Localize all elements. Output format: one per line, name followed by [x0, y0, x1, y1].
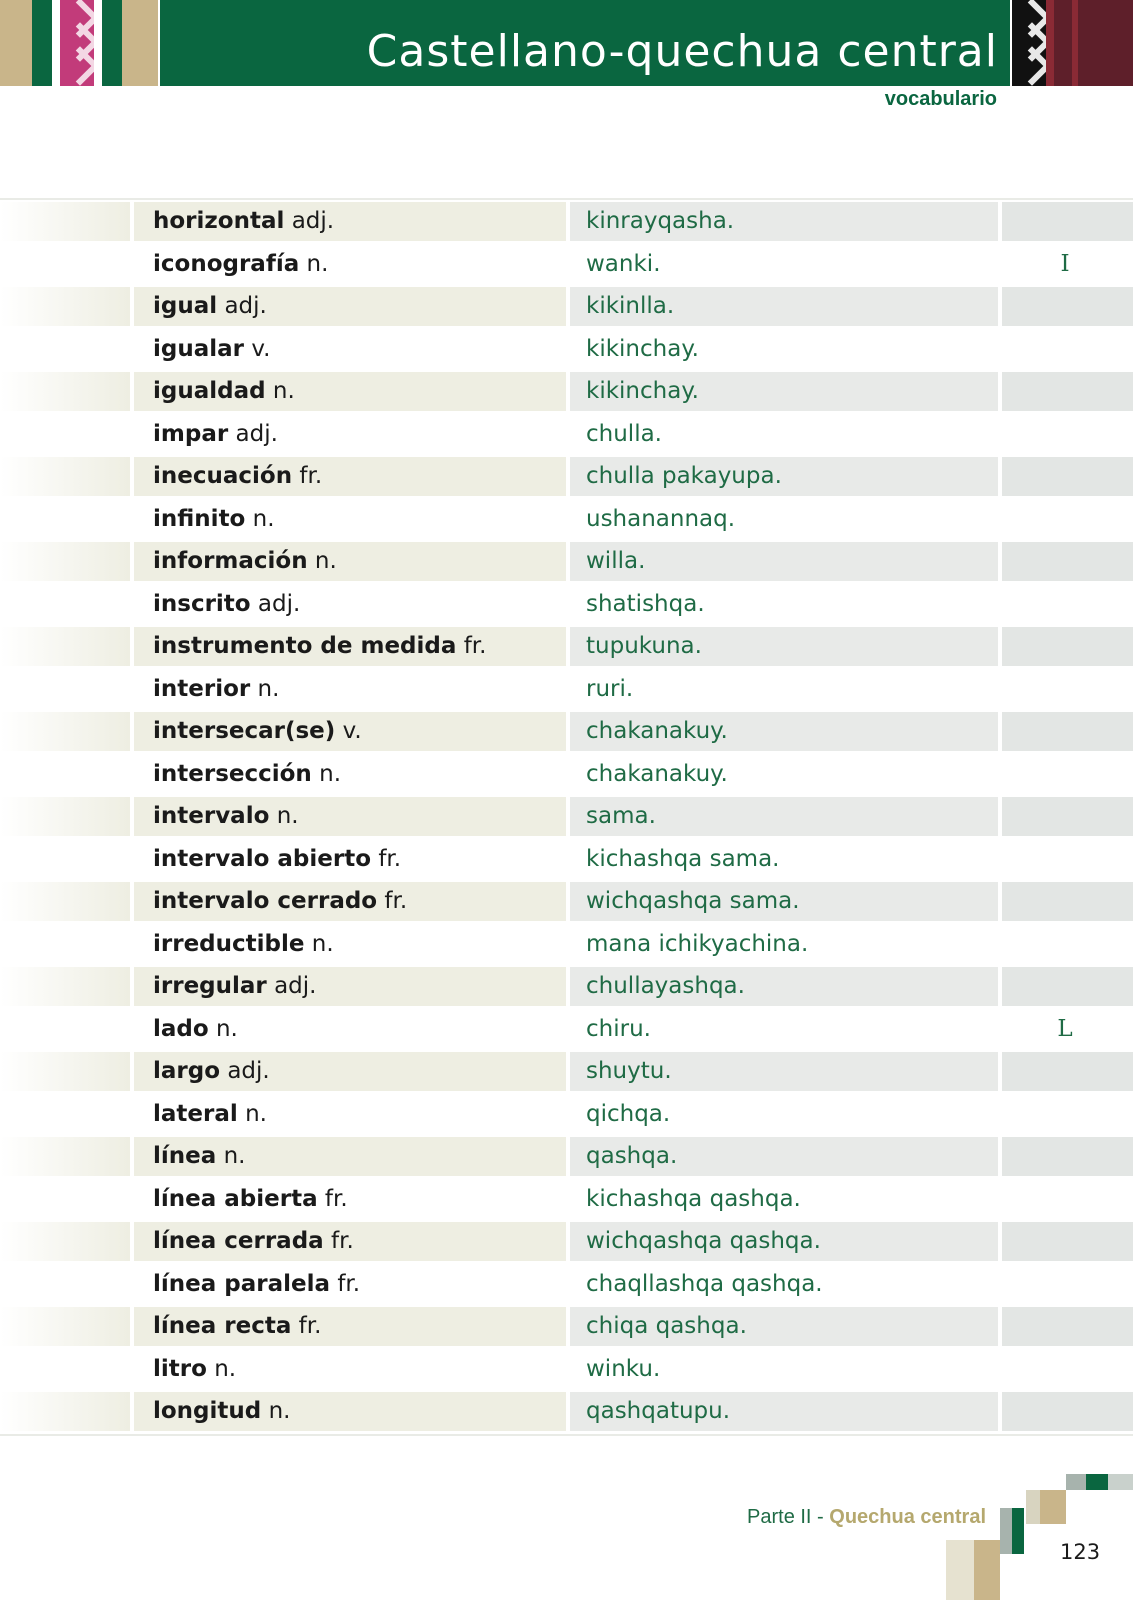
- table-row: [0, 1263, 1133, 1306]
- entry-headword: irregular: [153, 973, 267, 999]
- entry-term: [153, 1220, 354, 1263]
- entry-headword: irreductible: [153, 930, 305, 957]
- entry-term: [153, 1008, 238, 1051]
- table-cell-bg: [1002, 840, 1133, 879]
- entry-pos: adj.: [274, 973, 317, 999]
- entry-pos: adj.: [224, 293, 267, 319]
- table-row: [0, 243, 1133, 286]
- page-number: 123: [1060, 1540, 1101, 1564]
- table-cell-bg: [1002, 585, 1133, 624]
- table-cell-bg: [0, 1052, 130, 1091]
- entry-translation: ruri.: [586, 675, 634, 702]
- table-cell-bg: [0, 1265, 130, 1304]
- entry-term: [153, 455, 322, 498]
- entry-pos: v.: [251, 335, 271, 362]
- entry-term: [153, 668, 279, 711]
- header-stripe-white: [52, 0, 60, 86]
- entry-translation: ushanannaq.: [586, 505, 736, 532]
- table-cell-bg: [1002, 1052, 1133, 1091]
- header-stripe-red: [1046, 0, 1054, 86]
- table-cell-bg: [0, 1095, 130, 1134]
- entry-pos: n.: [245, 1100, 267, 1127]
- entry-translation: chiru.: [586, 1015, 651, 1042]
- table-cell-bg: [1002, 797, 1133, 836]
- table-row: [0, 1135, 1133, 1178]
- table-cell-bg: [0, 457, 130, 496]
- table-row: [0, 413, 1133, 456]
- entry-term: [153, 625, 486, 668]
- page-header: [0, 0, 1133, 86]
- entry-pos: fr.: [299, 463, 323, 489]
- table-cell-bg: [1002, 1095, 1133, 1134]
- table-cell-bg: [1002, 1350, 1133, 1389]
- entry-pos: fr.: [463, 633, 487, 659]
- table-row: [0, 200, 1133, 243]
- footer-part-name: Quechua central: [829, 1506, 986, 1528]
- entry-pos: n.: [314, 548, 337, 574]
- entry-headword: inecuación: [153, 463, 293, 489]
- entry-translation: kikinchay.: [586, 378, 699, 404]
- page-title: Castellano-quechua central: [366, 26, 998, 77]
- table-cell-bg: [1002, 967, 1133, 1006]
- entry-translation: chiqa qashqa.: [586, 1313, 747, 1339]
- entry-pos: adj.: [227, 1058, 270, 1084]
- entry-headword: infinito: [153, 505, 246, 532]
- table-cell-bg: [0, 287, 130, 326]
- table-cell-bg: [0, 585, 130, 624]
- table-cell-bg: [0, 1010, 130, 1049]
- entry-headword: iconografía: [153, 250, 300, 277]
- table-cell-bg: [1002, 415, 1133, 454]
- header-stripe-tan-2: [122, 0, 158, 86]
- table-row: [0, 625, 1133, 668]
- table-row: [0, 965, 1133, 1008]
- table-cell-bg: [570, 670, 998, 709]
- entry-headword: intersecar(se): [153, 718, 336, 744]
- table-row: [0, 710, 1133, 753]
- entry-pos: n.: [215, 1015, 238, 1042]
- table-cell-bg: [1002, 1137, 1133, 1176]
- entry-headword: línea recta: [153, 1313, 292, 1339]
- page-subtitle: vocabulario: [884, 88, 997, 110]
- table-cell-bg: [0, 1222, 130, 1261]
- table-cell-bg: [0, 202, 130, 241]
- table-row: [0, 328, 1133, 371]
- table-cell-bg: [0, 627, 130, 666]
- table-cell-bg: [0, 415, 130, 454]
- entry-term: [153, 498, 275, 541]
- table-cell-bg: [1002, 670, 1133, 709]
- table-row: [0, 668, 1133, 711]
- table-row: [0, 1305, 1133, 1348]
- header-woven-pattern-icon: [60, 0, 94, 86]
- table-row: [0, 795, 1133, 838]
- header-stripe-green: [32, 0, 52, 86]
- entry-pos: fr.: [378, 845, 402, 872]
- entry-translation: willa.: [586, 548, 646, 574]
- table-cell-bg: [1002, 1392, 1133, 1431]
- table-cell-bg: [0, 755, 130, 794]
- header-stripe-maroon: [1054, 0, 1072, 86]
- entry-headword: línea cerrada: [153, 1228, 324, 1254]
- entry-pos: n.: [252, 505, 275, 532]
- table-cell-bg: [0, 330, 130, 369]
- entry-pos: fr.: [337, 1270, 361, 1297]
- entry-headword: interior: [153, 675, 251, 702]
- header-woven-pattern-icon-right: [1012, 0, 1046, 86]
- table-cell-bg: [1002, 202, 1133, 241]
- entry-pos: fr.: [324, 1185, 348, 1212]
- table-row: [0, 838, 1133, 881]
- table-cell-bg: [1002, 925, 1133, 964]
- entry-term: [153, 795, 299, 838]
- entry-headword: línea: [153, 1143, 217, 1169]
- entry-term: [153, 1348, 236, 1391]
- table-cell-bg: [0, 542, 130, 581]
- entry-pos: n.: [311, 930, 334, 957]
- entry-translation: kikinchay.: [586, 335, 699, 362]
- entry-translation: chaqllashqa qashqa.: [586, 1270, 823, 1297]
- header-stripe-green-2: [102, 0, 122, 86]
- entry-headword: intervalo abierto: [153, 845, 372, 872]
- entry-term: [153, 243, 328, 286]
- entry-headword: igual: [153, 293, 218, 319]
- table-cell-bg: [1002, 372, 1133, 411]
- table-cell-bg: [1002, 457, 1133, 496]
- table-cell-bg: [0, 670, 130, 709]
- section-letter: L: [1057, 1015, 1073, 1042]
- entry-headword: inscrito: [153, 590, 251, 617]
- entry-headword: intervalo: [153, 803, 270, 829]
- table-cell-bg: [1002, 1222, 1133, 1261]
- entry-term: [153, 965, 316, 1008]
- entry-pos: n.: [257, 675, 280, 702]
- entry-translation: wanki.: [586, 250, 661, 277]
- table-cell-bg: [1002, 627, 1133, 666]
- entry-pos: n.: [319, 760, 342, 787]
- entry-term: [153, 1093, 267, 1136]
- entry-pos: n.: [306, 250, 329, 277]
- entry-headword: intersección: [153, 760, 312, 787]
- vocabulary-table: [0, 200, 1133, 1433]
- entry-translation: shatishqa.: [586, 590, 705, 617]
- entry-pos: fr.: [298, 1313, 322, 1339]
- table-row: [0, 1093, 1133, 1136]
- table-cell-bg: [0, 1137, 130, 1176]
- header-stripe-maroon-2: [1078, 0, 1133, 86]
- entry-pos: n.: [276, 803, 299, 829]
- entry-translation: tupukuna.: [586, 633, 702, 659]
- table-row: [0, 455, 1133, 498]
- table-cell-bg: [0, 967, 130, 1006]
- entry-pos: fr.: [384, 888, 408, 914]
- table-row: [0, 1220, 1133, 1263]
- table-cell-bg: [1002, 1265, 1133, 1304]
- entry-term: [153, 923, 334, 966]
- entry-translation: winku.: [586, 1355, 661, 1382]
- table-cell-bg: [1002, 882, 1133, 921]
- entry-translation: wichqashqa qashqa.: [586, 1228, 821, 1254]
- entry-pos: n.: [272, 378, 295, 404]
- entry-pos: fr.: [331, 1228, 354, 1254]
- table-row: [0, 1348, 1133, 1391]
- entry-headword: línea paralela: [153, 1270, 331, 1297]
- entry-headword: instrumento de medida: [153, 633, 457, 659]
- table-cell-bg: [1002, 287, 1133, 326]
- entry-translation: chullayashqa.: [586, 973, 745, 999]
- entry-headword: intervalo cerrado: [153, 888, 378, 914]
- table-cell-bg: [0, 882, 130, 921]
- section-letter: I: [1060, 250, 1070, 277]
- table-cell-bg: [0, 797, 130, 836]
- entry-term: [153, 1050, 270, 1093]
- entry-translation: mana ichikyachina.: [586, 930, 809, 957]
- table-row: [0, 753, 1133, 796]
- entry-term: [153, 540, 337, 583]
- table-cell-bg: [0, 925, 130, 964]
- table-cell-bg: [1002, 1307, 1133, 1346]
- table-cell-bg: [0, 840, 130, 879]
- entry-headword: lado: [153, 1015, 209, 1042]
- entry-term: [153, 1263, 360, 1306]
- table-row: [0, 498, 1133, 541]
- entry-term: [153, 328, 270, 371]
- table-row: [0, 1390, 1133, 1433]
- footer-part-prefix: Parte II -: [747, 1506, 824, 1528]
- entry-term: [153, 710, 362, 753]
- entry-pos: v.: [342, 718, 362, 744]
- entry-pos: n.: [214, 1355, 237, 1382]
- entry-headword: igualdad: [153, 378, 266, 404]
- entry-term: [153, 413, 278, 456]
- table-cell-bg: [1002, 1180, 1133, 1219]
- entry-translation: chakanakuy.: [586, 760, 728, 787]
- entry-term: [153, 583, 300, 626]
- entry-translation: kikinlla.: [586, 293, 675, 319]
- table-row: [0, 285, 1133, 328]
- table-row: [0, 880, 1133, 923]
- entry-headword: lateral: [153, 1100, 238, 1127]
- entry-headword: largo: [153, 1058, 221, 1084]
- entry-term: [153, 1178, 348, 1221]
- entry-pos: adj.: [257, 590, 301, 617]
- entry-term: [153, 370, 295, 413]
- entry-term: [153, 880, 407, 923]
- entry-translation: qashqatupu.: [586, 1398, 731, 1424]
- entry-term: [153, 753, 341, 796]
- entry-headword: horizontal: [153, 208, 285, 234]
- entry-term: [153, 200, 334, 243]
- entry-term: [153, 285, 267, 328]
- entry-headword: impar: [153, 420, 229, 447]
- table-cell-bg: [0, 500, 130, 539]
- table-cell-bg: [1002, 712, 1133, 751]
- table-cell-bg: [0, 1180, 130, 1219]
- table-cell-bg: [1002, 542, 1133, 581]
- entry-term: [153, 1390, 290, 1433]
- entry-headword: longitud: [153, 1398, 262, 1424]
- entry-pos: n.: [223, 1143, 246, 1169]
- entry-headword: litro: [153, 1355, 207, 1382]
- table-row: [0, 1008, 1133, 1051]
- table-row: [0, 1050, 1133, 1093]
- entry-translation: chulla.: [586, 420, 662, 447]
- entry-pos: adj.: [291, 208, 335, 234]
- entry-translation: kinrayqasha.: [586, 208, 735, 234]
- table-row: [0, 1178, 1133, 1221]
- entry-translation: chakanakuy.: [586, 718, 728, 744]
- table-cell-bg: [0, 1392, 130, 1431]
- table-row: [0, 923, 1133, 966]
- entry-translation: shuytu.: [586, 1058, 672, 1084]
- entry-pos: n.: [268, 1398, 291, 1424]
- entry-headword: igualar: [153, 335, 244, 362]
- entry-translation: kichashqa qashqa.: [586, 1185, 801, 1212]
- header-stripe-tan: [0, 0, 32, 86]
- table-cell-bg: [0, 245, 130, 284]
- header-stripe-white-2: [94, 0, 102, 86]
- table-cell-bg: [0, 1307, 130, 1346]
- entry-translation: wichqashqa sama.: [586, 888, 800, 914]
- table-cell-bg: [1002, 755, 1133, 794]
- entry-translation: qashqa.: [586, 1143, 678, 1169]
- table-row: [0, 370, 1133, 413]
- entry-translation: sama.: [586, 803, 656, 829]
- entry-term: [153, 838, 401, 881]
- footer-part-label: [747, 1506, 986, 1529]
- table-cell-bg: [1002, 500, 1133, 539]
- table-bottom-rule: [0, 1434, 1133, 1436]
- entry-term: [153, 1305, 321, 1348]
- table-cell-bg: [0, 712, 130, 751]
- entry-headword: información: [153, 548, 308, 574]
- entry-pos: adj.: [235, 420, 278, 447]
- table-cell-bg: [0, 1350, 130, 1389]
- table-cell-bg: [1002, 330, 1133, 369]
- entry-translation: qichqa.: [586, 1100, 671, 1127]
- entry-term: [153, 1135, 245, 1178]
- entry-headword: línea abierta: [153, 1185, 318, 1212]
- table-row: [0, 540, 1133, 583]
- entry-translation: kichashqa sama.: [586, 845, 780, 872]
- entry-translation: chulla pakayupa.: [586, 463, 782, 489]
- table-row: [0, 583, 1133, 626]
- table-cell-bg: [0, 372, 130, 411]
